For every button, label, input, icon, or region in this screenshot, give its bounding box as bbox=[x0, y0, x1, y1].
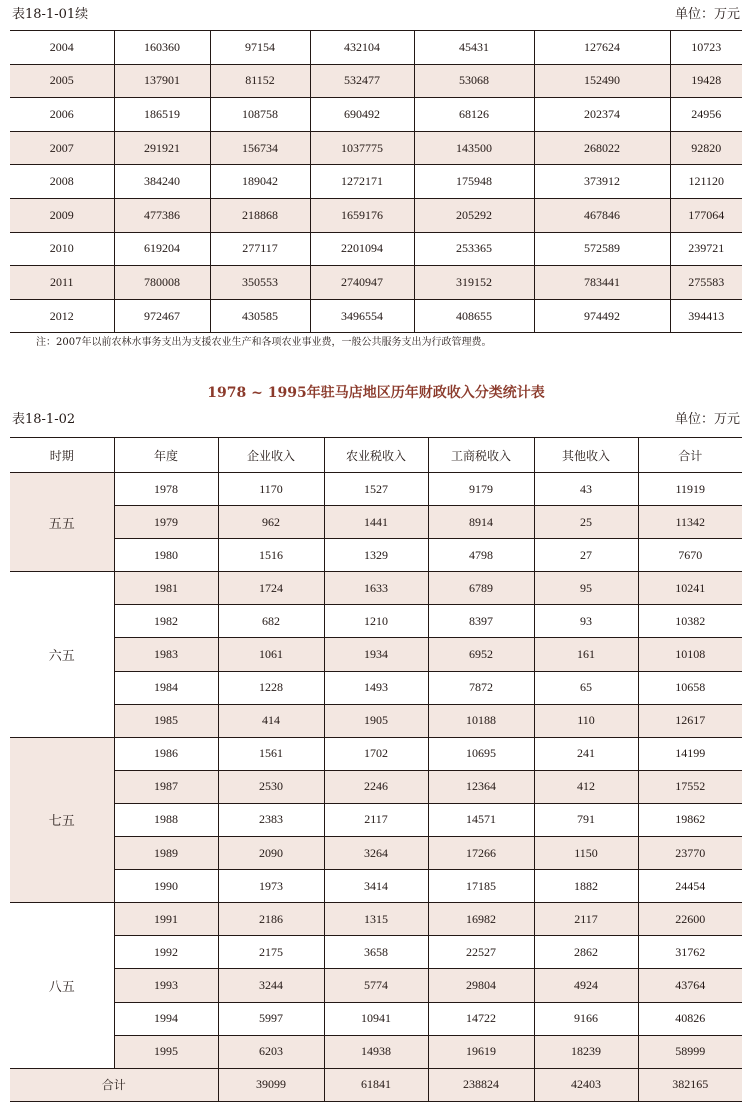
table-cell: 11342 bbox=[638, 506, 742, 539]
table-cell: 572589 bbox=[534, 232, 670, 266]
table-cell: 1516 bbox=[218, 539, 324, 572]
table-cell: 175948 bbox=[414, 165, 534, 199]
table-cell: 152490 bbox=[534, 64, 670, 98]
table-cell: 1724 bbox=[218, 572, 324, 605]
table-cell: 68126 bbox=[414, 98, 534, 132]
table-cell: 619204 bbox=[114, 232, 210, 266]
table-row bbox=[10, 539, 742, 572]
table-cell: 8914 bbox=[428, 506, 534, 539]
table-row bbox=[10, 31, 742, 65]
table-cell: 10658 bbox=[638, 671, 742, 704]
table-cell: 1989 bbox=[114, 837, 218, 870]
table-cell: 2011 bbox=[10, 266, 114, 300]
table-cell: 1987 bbox=[114, 770, 218, 803]
table-cell: 2010 bbox=[10, 232, 114, 266]
table-cell: 97154 bbox=[210, 31, 310, 65]
table-cell: 7670 bbox=[638, 539, 742, 572]
table-cell: 19428 bbox=[670, 64, 742, 98]
table-cell: 143500 bbox=[414, 131, 534, 165]
table-cell: 1993 bbox=[114, 969, 218, 1002]
table-row bbox=[10, 936, 742, 969]
column-header: 企业收入 bbox=[218, 438, 324, 473]
table-cell: 95 bbox=[534, 572, 638, 605]
table-cell: 10241 bbox=[638, 572, 742, 605]
table2-unit: 单位：万元 bbox=[674, 412, 740, 427]
table-cell: 156734 bbox=[210, 131, 310, 165]
table-row bbox=[10, 969, 742, 1002]
table-cell: 9179 bbox=[428, 473, 534, 506]
table-row bbox=[10, 232, 742, 266]
table1-note: 注：2007年以前农林水事务支出为支援农业生产和各项农业事业费，一般公共服务支出为行政管理费。 bbox=[36, 337, 492, 348]
table-cell: 19619 bbox=[428, 1035, 534, 1068]
table-row bbox=[10, 671, 742, 704]
table-cell: 2862 bbox=[534, 936, 638, 969]
table-cell: 373912 bbox=[534, 165, 670, 199]
table-cell: 6952 bbox=[428, 638, 534, 671]
table-cell: 121120 bbox=[670, 165, 742, 199]
table-cell: 12617 bbox=[638, 704, 742, 737]
table1-caption: 表18-1-01续 bbox=[12, 7, 89, 22]
table-row bbox=[10, 131, 742, 165]
table-row bbox=[10, 870, 742, 903]
table-cell: 291921 bbox=[114, 131, 210, 165]
table-cell: 14199 bbox=[638, 737, 742, 770]
table-cell: 3496554 bbox=[310, 299, 414, 333]
table-cell: 4924 bbox=[534, 969, 638, 1002]
total-label: 合计 bbox=[10, 1068, 218, 1101]
table-cell: 2009 bbox=[10, 198, 114, 232]
table-cell: 1315 bbox=[324, 903, 428, 936]
table-cell: 40826 bbox=[638, 1002, 742, 1035]
table-cell: 1995 bbox=[114, 1035, 218, 1068]
table-cell: 432104 bbox=[310, 31, 414, 65]
table-row bbox=[10, 704, 742, 737]
table-cell: 1061 bbox=[218, 638, 324, 671]
table-cell: 2175 bbox=[218, 936, 324, 969]
table-row bbox=[10, 837, 742, 870]
table-cell: 2004 bbox=[10, 31, 114, 65]
table-cell: 202374 bbox=[534, 98, 670, 132]
period-cell: 六五 bbox=[10, 572, 114, 737]
table-cell: 205292 bbox=[414, 198, 534, 232]
table-cell: 25 bbox=[534, 506, 638, 539]
table1 bbox=[10, 30, 742, 333]
table-cell: 2530 bbox=[218, 770, 324, 803]
table-cell: 93 bbox=[534, 605, 638, 638]
table-cell: 1934 bbox=[324, 638, 428, 671]
table-cell: 16982 bbox=[428, 903, 534, 936]
table-cell: 690492 bbox=[310, 98, 414, 132]
table-cell: 2117 bbox=[534, 903, 638, 936]
table-cell: 412 bbox=[534, 770, 638, 803]
table-cell: 161 bbox=[534, 638, 638, 671]
table-row bbox=[10, 473, 742, 506]
table-cell: 10723 bbox=[670, 31, 742, 65]
column-header: 其他收入 bbox=[534, 438, 638, 473]
period-cell: 七五 bbox=[10, 737, 114, 902]
table-cell: 1994 bbox=[114, 1002, 218, 1035]
table-row bbox=[10, 98, 742, 132]
total-cell: 382165 bbox=[638, 1068, 742, 1101]
table-cell: 1493 bbox=[324, 671, 428, 704]
table-cell: 3658 bbox=[324, 936, 428, 969]
table-cell: 186519 bbox=[114, 98, 210, 132]
table-row bbox=[10, 506, 742, 539]
table-cell: 10108 bbox=[638, 638, 742, 671]
column-header: 年度 bbox=[114, 438, 218, 473]
total-cell: 39099 bbox=[218, 1068, 324, 1101]
table-cell: 319152 bbox=[414, 266, 534, 300]
table-row bbox=[10, 299, 742, 333]
table-cell: 18239 bbox=[534, 1035, 638, 1068]
table-cell: 110 bbox=[534, 704, 638, 737]
table-cell: 1973 bbox=[218, 870, 324, 903]
table-cell: 1984 bbox=[114, 671, 218, 704]
table-cell: 17266 bbox=[428, 837, 534, 870]
table-cell: 277117 bbox=[210, 232, 310, 266]
table-cell: 1991 bbox=[114, 903, 218, 936]
table-cell: 10695 bbox=[428, 737, 534, 770]
table-row bbox=[10, 803, 742, 836]
table-cell: 189042 bbox=[210, 165, 310, 199]
table-row bbox=[10, 1035, 742, 1068]
table-cell: 1150 bbox=[534, 837, 638, 870]
table-cell: 11919 bbox=[638, 473, 742, 506]
table-cell: 1983 bbox=[114, 638, 218, 671]
table-cell: 1986 bbox=[114, 737, 218, 770]
table-cell: 14722 bbox=[428, 1002, 534, 1035]
period-cell: 八五 bbox=[10, 903, 114, 1068]
table-cell: 1441 bbox=[324, 506, 428, 539]
table-cell: 414 bbox=[218, 704, 324, 737]
table-cell: 43 bbox=[534, 473, 638, 506]
table-cell: 2383 bbox=[218, 803, 324, 836]
table-cell: 10188 bbox=[428, 704, 534, 737]
table-cell: 53068 bbox=[414, 64, 534, 98]
table-cell: 17185 bbox=[428, 870, 534, 903]
table-cell: 14938 bbox=[324, 1035, 428, 1068]
table-cell: 384240 bbox=[114, 165, 210, 199]
table-cell: 2008 bbox=[10, 165, 114, 199]
table-cell: 477386 bbox=[114, 198, 210, 232]
table-row bbox=[10, 770, 742, 803]
total-cell: 42403 bbox=[534, 1068, 638, 1101]
table-cell: 350553 bbox=[210, 266, 310, 300]
table2-title: 1978 ~ 1995年驻马店地区历年财政收入分类统计表 bbox=[207, 385, 545, 401]
table-cell: 1985 bbox=[114, 704, 218, 737]
table1-unit: 单位：万元 bbox=[674, 7, 740, 22]
table-cell: 1979 bbox=[114, 506, 218, 539]
total-row bbox=[10, 1068, 742, 1101]
table-cell: 2117 bbox=[324, 803, 428, 836]
table-cell: 1272171 bbox=[310, 165, 414, 199]
table-cell: 92820 bbox=[670, 131, 742, 165]
table-cell: 467846 bbox=[534, 198, 670, 232]
table-cell: 1329 bbox=[324, 539, 428, 572]
table-cell: 24956 bbox=[670, 98, 742, 132]
table-cell: 532477 bbox=[310, 64, 414, 98]
total-cell: 61841 bbox=[324, 1068, 428, 1101]
table-row bbox=[10, 266, 742, 300]
table-cell: 5774 bbox=[324, 969, 428, 1002]
table-cell: 81152 bbox=[210, 64, 310, 98]
table-cell: 2005 bbox=[10, 64, 114, 98]
table-cell: 5997 bbox=[218, 1002, 324, 1035]
table-cell: 2012 bbox=[10, 299, 114, 333]
table-cell: 1561 bbox=[218, 737, 324, 770]
table-header-row bbox=[10, 438, 742, 473]
table-cell: 6789 bbox=[428, 572, 534, 605]
period-cell: 五五 bbox=[10, 473, 114, 572]
table-cell: 8397 bbox=[428, 605, 534, 638]
table-cell: 1992 bbox=[114, 936, 218, 969]
table-cell: 43764 bbox=[638, 969, 742, 1002]
table-cell: 177064 bbox=[670, 198, 742, 232]
table-cell: 783441 bbox=[534, 266, 670, 300]
table-cell: 29804 bbox=[428, 969, 534, 1002]
table-row bbox=[10, 605, 742, 638]
table-row bbox=[10, 198, 742, 232]
table2-caption: 表18-1-02 bbox=[12, 412, 76, 427]
table-row bbox=[10, 64, 742, 98]
table-row bbox=[10, 737, 742, 770]
table-cell: 160360 bbox=[114, 31, 210, 65]
table-cell: 45431 bbox=[414, 31, 534, 65]
table-cell: 19862 bbox=[638, 803, 742, 836]
table-cell: 430585 bbox=[210, 299, 310, 333]
table-cell: 23770 bbox=[638, 837, 742, 870]
column-header: 时期 bbox=[10, 438, 114, 473]
table-cell: 1037775 bbox=[310, 131, 414, 165]
table-cell: 17552 bbox=[638, 770, 742, 803]
table-cell: 137901 bbox=[114, 64, 210, 98]
table-cell: 1988 bbox=[114, 803, 218, 836]
table-cell: 974492 bbox=[534, 299, 670, 333]
table-cell: 31762 bbox=[638, 936, 742, 969]
table-cell: 1982 bbox=[114, 605, 218, 638]
table-cell: 962 bbox=[218, 506, 324, 539]
table-row bbox=[10, 903, 742, 936]
table-cell: 2090 bbox=[218, 837, 324, 870]
table-cell: 2246 bbox=[324, 770, 428, 803]
table-cell: 1702 bbox=[324, 737, 428, 770]
table-row bbox=[10, 165, 742, 199]
table-row bbox=[10, 638, 742, 671]
table-cell: 1980 bbox=[114, 539, 218, 572]
table-cell: 1210 bbox=[324, 605, 428, 638]
table-cell: 394413 bbox=[670, 299, 742, 333]
table-cell: 2186 bbox=[218, 903, 324, 936]
table-cell: 108758 bbox=[210, 98, 310, 132]
table-cell: 275583 bbox=[670, 266, 742, 300]
table-cell: 9166 bbox=[534, 1002, 638, 1035]
table-cell: 241 bbox=[534, 737, 638, 770]
table-cell: 218868 bbox=[210, 198, 310, 232]
table-cell: 24454 bbox=[638, 870, 742, 903]
table-cell: 972467 bbox=[114, 299, 210, 333]
table-cell: 682 bbox=[218, 605, 324, 638]
table-cell: 3264 bbox=[324, 837, 428, 870]
total-cell: 238824 bbox=[428, 1068, 534, 1101]
table-row bbox=[10, 572, 742, 605]
table-cell: 12364 bbox=[428, 770, 534, 803]
table-row bbox=[10, 1002, 742, 1035]
table-cell: 2201094 bbox=[310, 232, 414, 266]
table-cell: 2007 bbox=[10, 131, 114, 165]
table-cell: 1633 bbox=[324, 572, 428, 605]
table-cell: 239721 bbox=[670, 232, 742, 266]
table-cell: 10382 bbox=[638, 605, 742, 638]
table-cell: 268022 bbox=[534, 131, 670, 165]
table-cell: 408655 bbox=[414, 299, 534, 333]
table-cell: 7872 bbox=[428, 671, 534, 704]
table-cell: 253365 bbox=[414, 232, 534, 266]
table-cell: 791 bbox=[534, 803, 638, 836]
table-cell: 1990 bbox=[114, 870, 218, 903]
table-cell: 1170 bbox=[218, 473, 324, 506]
table-cell: 1659176 bbox=[310, 198, 414, 232]
table-cell: 780008 bbox=[114, 266, 210, 300]
table-cell: 22600 bbox=[638, 903, 742, 936]
table-cell: 127624 bbox=[534, 31, 670, 65]
table-cell: 1905 bbox=[324, 704, 428, 737]
table-cell: 2740947 bbox=[310, 266, 414, 300]
table-cell: 1978 bbox=[114, 473, 218, 506]
table-cell: 3244 bbox=[218, 969, 324, 1002]
table-cell: 1882 bbox=[534, 870, 638, 903]
table-cell: 2006 bbox=[10, 98, 114, 132]
table2 bbox=[10, 437, 742, 1102]
table-cell: 1981 bbox=[114, 572, 218, 605]
table-cell: 58999 bbox=[638, 1035, 742, 1068]
table-cell: 1527 bbox=[324, 473, 428, 506]
table-cell: 3414 bbox=[324, 870, 428, 903]
table-cell: 14571 bbox=[428, 803, 534, 836]
column-header: 农业税收入 bbox=[324, 438, 428, 473]
column-header: 工商税收入 bbox=[428, 438, 534, 473]
table-cell: 22527 bbox=[428, 936, 534, 969]
table-cell: 10941 bbox=[324, 1002, 428, 1035]
table-cell: 6203 bbox=[218, 1035, 324, 1068]
table-cell: 4798 bbox=[428, 539, 534, 572]
column-header: 合计 bbox=[638, 438, 742, 473]
table-cell: 65 bbox=[534, 671, 638, 704]
table-cell: 27 bbox=[534, 539, 638, 572]
table-cell: 1228 bbox=[218, 671, 324, 704]
